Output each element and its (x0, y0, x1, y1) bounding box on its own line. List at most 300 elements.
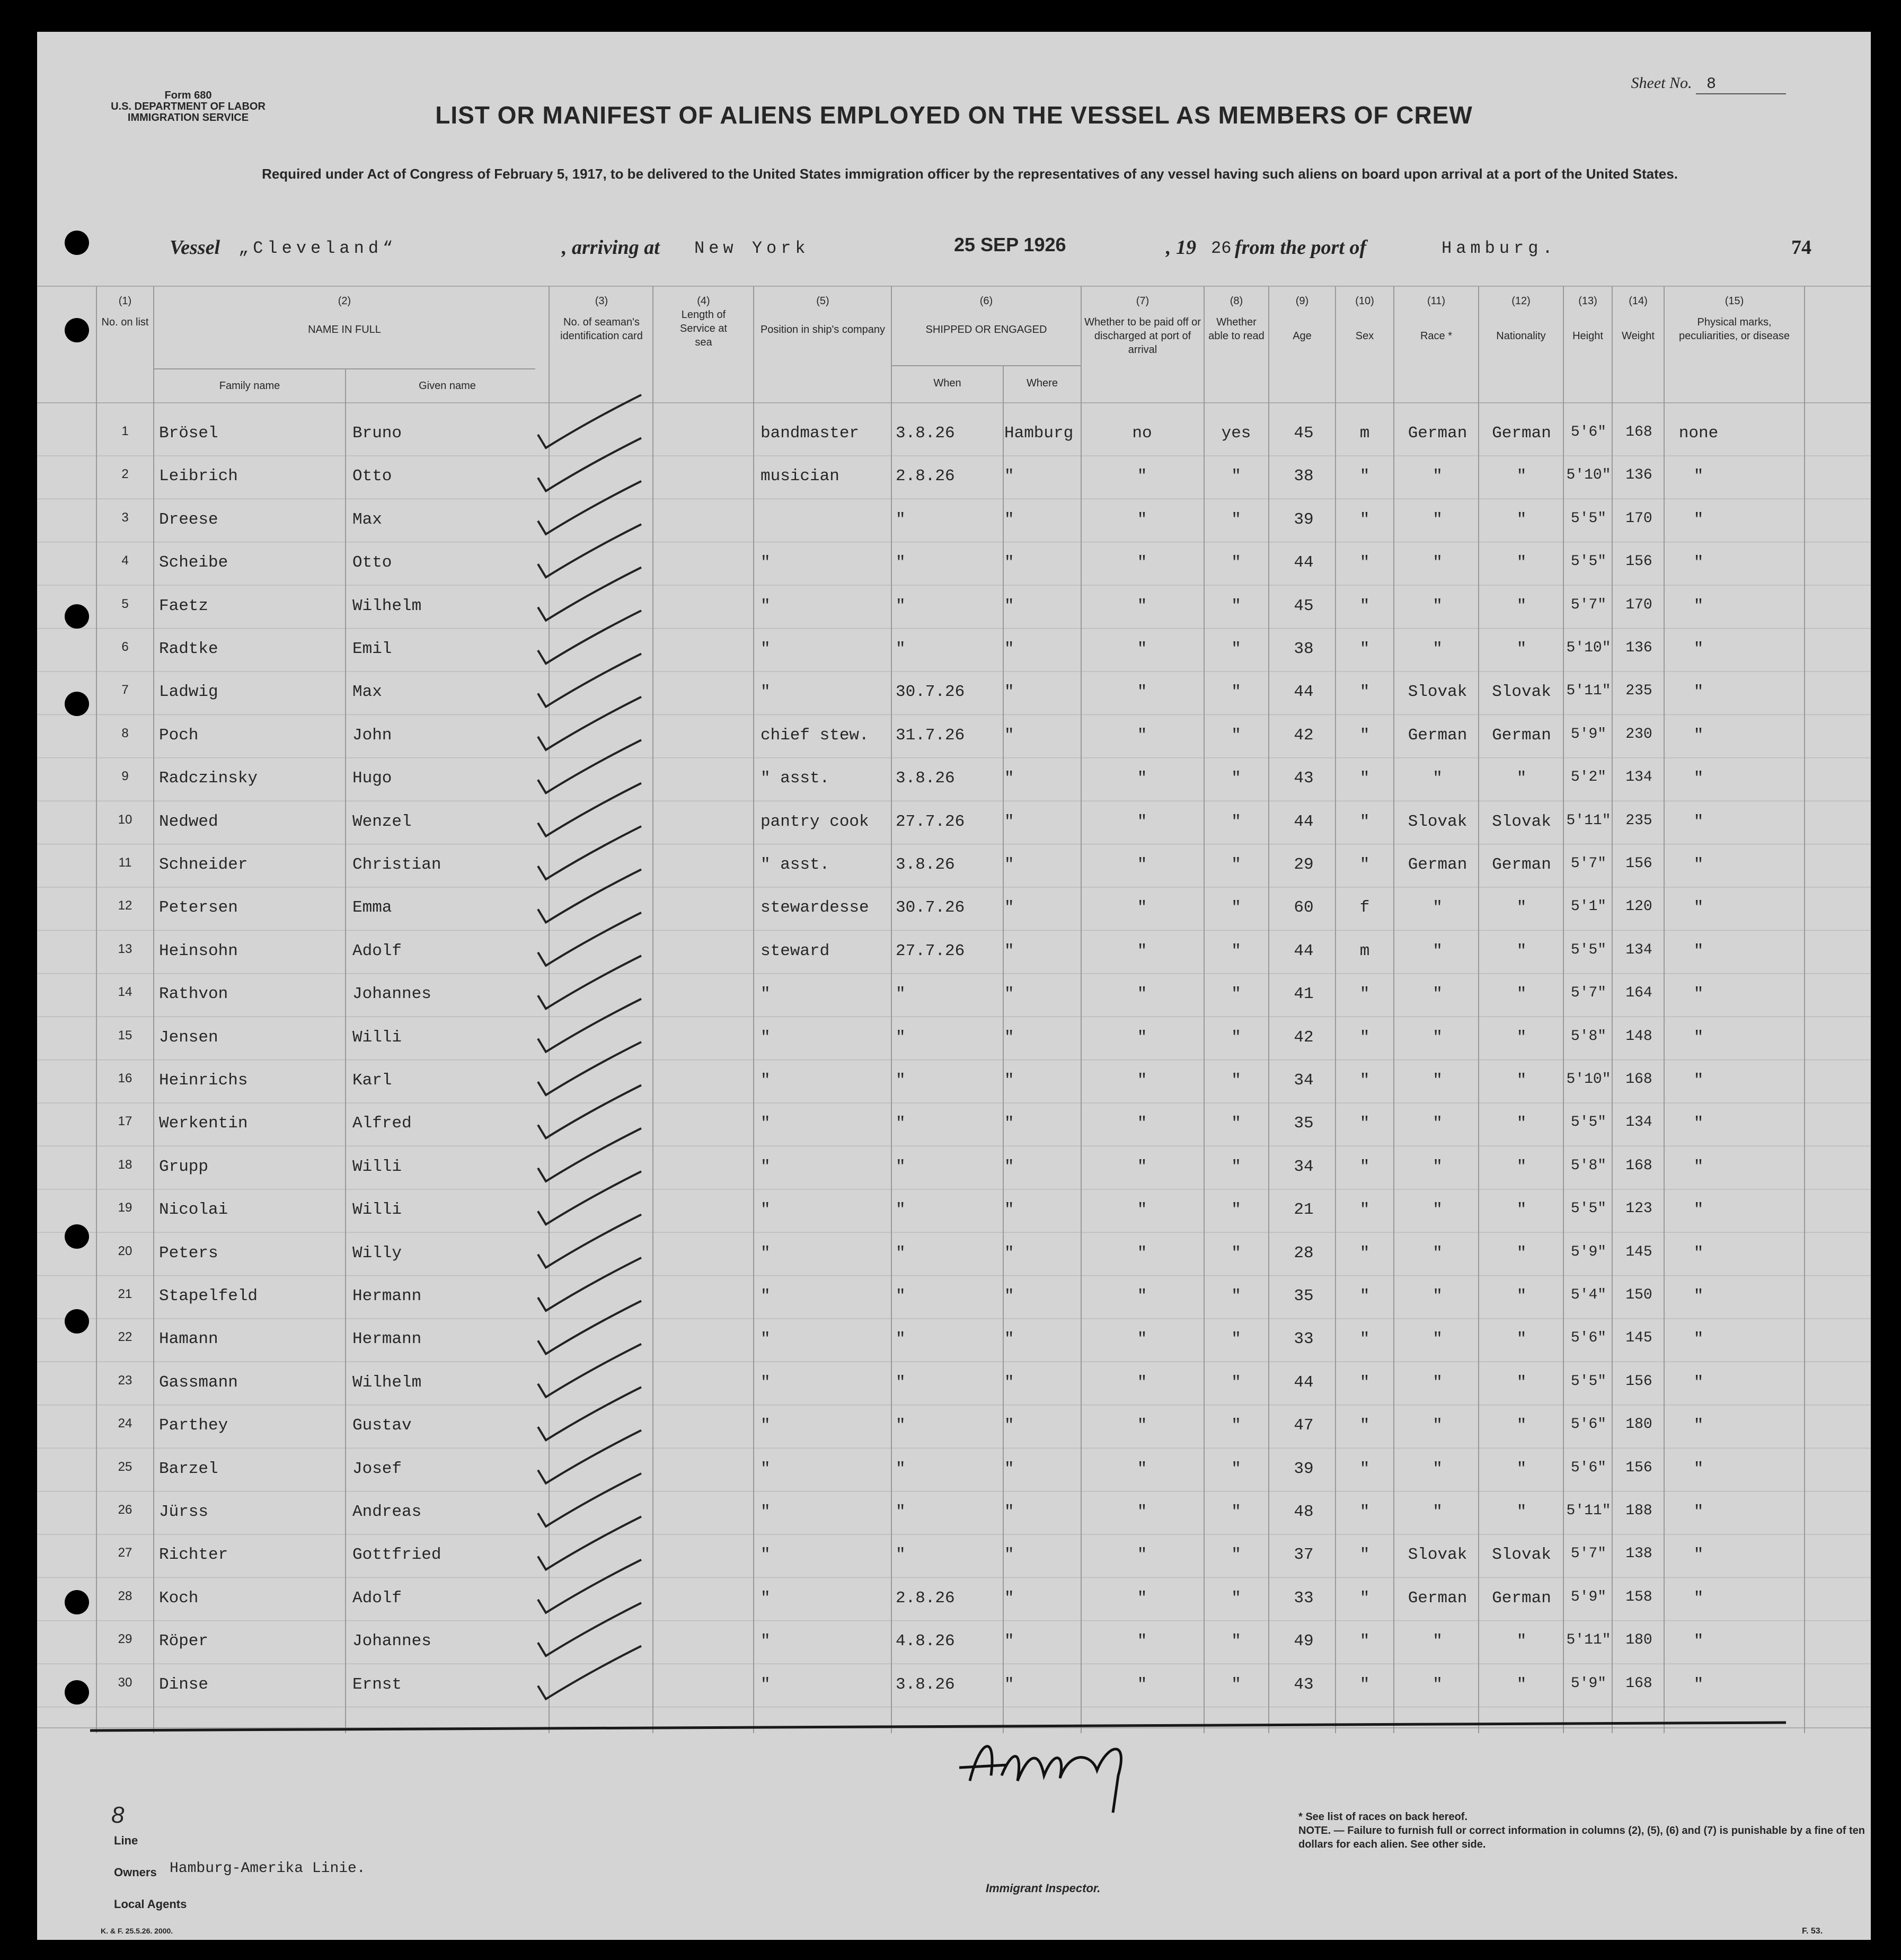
cell-height: 5'11" (1566, 812, 1611, 829)
cell-race: " (1433, 1503, 1443, 1521)
cell-position: " (761, 985, 771, 1004)
cell-race: German (1408, 424, 1467, 443)
cell-age: 42 (1294, 1028, 1314, 1047)
cell-height: 5'10" (1566, 640, 1611, 656)
cell-weight: 134 (1625, 769, 1652, 786)
cell-sex: " (1359, 1114, 1370, 1133)
cell-marks: " (1693, 510, 1704, 529)
binding-hole (65, 318, 89, 342)
cell-given: Willi (352, 1157, 402, 1176)
cell-no: 11 (118, 855, 132, 870)
cell-family: Jensen (159, 1028, 218, 1047)
cell-sex: " (1359, 769, 1370, 788)
cell-family: Barzel (159, 1459, 218, 1478)
cell-family: Jürss (159, 1503, 209, 1521)
cell-paid: " (1137, 640, 1147, 658)
cell-no: 4 (121, 553, 129, 568)
cell-given: Gustav (352, 1416, 412, 1435)
cell-race: " (1433, 1459, 1443, 1478)
cell-age: 43 (1294, 769, 1314, 788)
cell-sex: " (1359, 1287, 1370, 1305)
cell-nationality: " (1516, 769, 1527, 788)
binding-hole (65, 1224, 89, 1249)
cell-given: Otto (352, 553, 392, 572)
cell-read: " (1231, 726, 1241, 745)
cell-weight: 235 (1625, 812, 1652, 829)
col-header-9 (1269, 294, 1336, 343)
race-note: * See list of races on back hereof. (1298, 1811, 1468, 1823)
cell-read: " (1231, 898, 1241, 917)
col-label: No. of seaman's identification card (560, 316, 643, 342)
cell-where: " (1004, 1157, 1014, 1176)
cell-marks: " (1693, 1588, 1704, 1608)
cell-age: 38 (1294, 467, 1314, 486)
check-mark (538, 1128, 641, 1181)
binding-hole (65, 1309, 89, 1334)
col-header-8 (1207, 294, 1266, 343)
cell-marks: " (1693, 898, 1704, 917)
cell-weight: 180 (1625, 1632, 1652, 1649)
cell-paid: " (1137, 1157, 1147, 1176)
date-stamp: 25 SEP 1926 (954, 234, 1066, 255)
cell-weight: 170 (1625, 510, 1652, 527)
col-header-11 (1394, 294, 1479, 343)
print-code: K. & F. 25.5.26. 2000. (101, 1927, 173, 1935)
cell-when: 3.8.26 (896, 424, 955, 443)
cell-position: " (761, 1071, 771, 1090)
cell-no: 25 (118, 1459, 132, 1474)
cell-sex: " (1359, 1071, 1370, 1090)
cell-nationality: " (1516, 510, 1527, 529)
cell-age: 49 (1294, 1632, 1314, 1651)
cell-race: German (1408, 855, 1467, 874)
cell-race: Slovak (1408, 812, 1467, 831)
cell-nationality: " (1516, 1330, 1527, 1349)
cell-read: " (1231, 1546, 1241, 1565)
cell-family: Werkentin (159, 1114, 248, 1133)
cell-age: 41 (1294, 985, 1314, 1004)
cell-race: " (1433, 1330, 1443, 1349)
cell-read: " (1231, 1675, 1241, 1694)
cell-family: Rathvon (159, 985, 228, 1004)
cell-read: " (1231, 1157, 1241, 1176)
cell-height: 5'8" (1570, 1157, 1607, 1174)
cell-family: Petersen (159, 898, 238, 917)
cell-when: 3.8.26 (896, 1675, 955, 1694)
cell-no: 7 (121, 683, 129, 698)
cell-weight: 138 (1625, 1546, 1652, 1562)
penalty-note: NOTE. — Failure to furnish full or correct information in columns (2), (5), (6) and (7) is punishable by a fine of ten dollars for each alien. See other side. (1298, 1825, 1865, 1850)
cell-race: " (1433, 510, 1443, 529)
owners-value: Hamburg-Amerika Linie. (170, 1860, 366, 1877)
cell-paid: " (1137, 941, 1147, 960)
cell-nationality: Slovak (1492, 1546, 1551, 1565)
cell-age: 44 (1294, 812, 1314, 831)
cell-family: Koch (159, 1588, 199, 1608)
cell-read: " (1231, 855, 1241, 874)
cell-family: Dreese (159, 510, 218, 529)
cell-no: 30 (118, 1675, 132, 1690)
cell-age: 60 (1294, 898, 1314, 917)
cell-paid: " (1137, 1546, 1147, 1565)
cell-read: " (1231, 467, 1241, 486)
cell-read: " (1231, 1330, 1241, 1349)
cell-height: 5'8" (1570, 1028, 1607, 1045)
col-header-given: Given name (419, 380, 476, 392)
cell-where: Hamburg (1004, 424, 1074, 443)
cell-position: " (761, 1503, 771, 1521)
cell-paid: " (1137, 812, 1147, 831)
year-suffix: 26 (1211, 239, 1232, 258)
cell-family: Peters (159, 1243, 218, 1262)
cell-given: Adolf (352, 941, 402, 960)
cell-position: " (761, 640, 771, 658)
check-mark (538, 1301, 641, 1354)
cell-race: " (1433, 1675, 1443, 1694)
sheet-value: 8 (1696, 75, 1786, 94)
check-mark (538, 869, 641, 922)
cell-age: 44 (1294, 1373, 1314, 1392)
col-num: (14) (1629, 295, 1648, 307)
cell-paid: " (1137, 1588, 1147, 1608)
cell-given: Willi (352, 1028, 402, 1047)
cell-given: Alfred (352, 1114, 412, 1133)
cell-age: 29 (1294, 855, 1314, 874)
cell-when: 3.8.26 (896, 769, 955, 788)
cell-where: " (1004, 855, 1014, 874)
check-mark (538, 999, 641, 1052)
cell-where: " (1004, 1503, 1014, 1521)
cell-race: " (1433, 1114, 1443, 1133)
local-agents-label: Local Agents (114, 1897, 187, 1911)
cell-read: " (1231, 640, 1241, 658)
col-label: Whether able to read (1208, 316, 1265, 342)
check-mark (538, 697, 641, 750)
footer-notes (1298, 1810, 1881, 1851)
cell-family: Brösel (159, 424, 218, 443)
cell-weight: 134 (1625, 1114, 1652, 1131)
binding-hole (65, 604, 89, 629)
cell-given: Emma (352, 898, 392, 917)
cell-where: " (1004, 898, 1014, 917)
cell-where: " (1004, 1071, 1014, 1090)
check-mark (538, 568, 641, 621)
cell-read: " (1231, 510, 1241, 529)
binding-hole (65, 692, 89, 716)
cell-race: " (1433, 1157, 1443, 1176)
col-label: Physical marks, peculiarities, or disease (1679, 316, 1790, 342)
cell-when: 30.7.26 (896, 898, 965, 917)
col-num: (2) (338, 295, 351, 307)
check-mark (538, 1215, 641, 1268)
cell-race: " (1433, 553, 1443, 572)
cell-age: 21 (1294, 1200, 1314, 1220)
year-prefix: , 19 (1166, 236, 1196, 259)
cell-given: Hermann (352, 1330, 422, 1349)
cell-weight: 156 (1625, 1459, 1652, 1476)
col-num: (7) (1136, 295, 1150, 307)
cell-sex: " (1359, 1243, 1370, 1262)
col-header-2 (154, 294, 535, 337)
cell-position: " (761, 1588, 771, 1608)
cell-marks: " (1693, 1243, 1704, 1262)
cell-position: " (761, 683, 771, 702)
cell-when: 2.8.26 (896, 467, 955, 486)
cell-read: " (1231, 1287, 1241, 1305)
departure-port: Hamburg. (1442, 239, 1557, 258)
cell-nationality: " (1516, 1675, 1527, 1694)
col-num: (15) (1725, 295, 1744, 307)
sheet-label: Sheet No. (1631, 74, 1692, 92)
col-label: NAME IN FULL (308, 324, 381, 336)
cell-no: 22 (118, 1330, 132, 1345)
col-num: (6) (979, 295, 993, 307)
binding-hole (65, 1680, 89, 1705)
cell-nationality: German (1492, 855, 1551, 874)
cell-marks: " (1693, 1503, 1704, 1521)
cell-position: stewardesse (761, 898, 869, 917)
cell-read: yes (1221, 424, 1251, 443)
cell-marks: " (1693, 1287, 1704, 1305)
arriving-label: , arriving at (562, 236, 660, 259)
cell-sex: " (1359, 1330, 1370, 1349)
col-header-7 (1084, 294, 1201, 357)
cell-weight: 150 (1625, 1287, 1652, 1303)
cell-nationality: " (1516, 941, 1527, 960)
cell-position: " (761, 1675, 771, 1694)
cell-marks: " (1693, 467, 1704, 486)
cell-height: 5'9" (1570, 1243, 1607, 1260)
cell-read: " (1231, 596, 1241, 615)
cell-height: 5'7" (1570, 985, 1607, 1002)
check-mark (538, 1603, 641, 1656)
cell-height: 5'7" (1570, 855, 1607, 872)
cell-race: " (1433, 1373, 1443, 1392)
cell-weight: 156 (1625, 553, 1652, 570)
cell-weight: 136 (1625, 467, 1652, 484)
cell-sex: " (1359, 553, 1370, 572)
check-mark (538, 1431, 641, 1484)
cell-where: " (1004, 510, 1014, 529)
cell-marks: " (1693, 1373, 1704, 1392)
cell-marks: " (1693, 1416, 1704, 1435)
cell-paid: " (1137, 769, 1147, 788)
cell-nationality: " (1516, 1114, 1527, 1133)
col-header-1 (96, 294, 154, 329)
cell-sex: " (1359, 1588, 1370, 1608)
cell-position: " (761, 1243, 771, 1262)
col-num: (10) (1355, 295, 1374, 307)
cell-when: " (896, 1459, 906, 1478)
cell-read: " (1231, 1503, 1241, 1521)
cell-marks: " (1693, 1071, 1704, 1090)
col-num: (5) (816, 295, 829, 307)
cell-age: 38 (1294, 640, 1314, 658)
cell-family: Grupp (159, 1157, 209, 1176)
col-header-10 (1336, 294, 1394, 343)
cell-race: " (1433, 1071, 1443, 1090)
cell-age: 44 (1294, 941, 1314, 960)
cell-paid: " (1137, 726, 1147, 745)
cell-weight: 170 (1625, 596, 1652, 613)
cell-marks: " (1693, 1157, 1704, 1176)
cell-race: " (1433, 985, 1443, 1004)
cell-height: 5'5" (1570, 1373, 1607, 1390)
cell-weight: 148 (1625, 1028, 1652, 1045)
cell-when: 4.8.26 (896, 1632, 955, 1651)
cell-given: Johannes (352, 1632, 431, 1651)
cell-family: Poch (159, 726, 199, 745)
cell-nationality: " (1516, 640, 1527, 658)
cell-age: 28 (1294, 1243, 1314, 1262)
cell-height: 5'5" (1570, 510, 1607, 527)
cell-race: " (1433, 596, 1443, 615)
cell-age: 34 (1294, 1071, 1314, 1090)
cell-when: 30.7.26 (896, 683, 965, 702)
cell-position: musician (761, 467, 839, 486)
cell-position: " (761, 1287, 771, 1305)
cell-nationality: " (1516, 1503, 1527, 1521)
cell-when: " (896, 553, 906, 572)
check-mark (538, 913, 641, 966)
cell-when: " (896, 1330, 906, 1349)
check-mark (538, 1516, 641, 1569)
cell-family: Heinrichs (159, 1071, 248, 1090)
cell-position: " asst. (761, 769, 830, 788)
check-mark (538, 1646, 641, 1699)
arrival-port: New York (694, 239, 810, 258)
cell-read: " (1231, 1243, 1241, 1262)
cell-height: 5'5" (1570, 1114, 1607, 1131)
cell-nationality: " (1516, 467, 1527, 486)
cell-family: Faetz (159, 596, 209, 615)
page-title: LIST OR MANIFEST OF ALIENS EMPLOYED ON THE VESSEL AS MEMBERS OF CREW (435, 101, 1473, 129)
cell-age: 44 (1294, 553, 1314, 572)
cell-sex: " (1359, 640, 1370, 658)
cell-sex: " (1359, 726, 1370, 745)
cell-where: " (1004, 1114, 1014, 1133)
cell-where: " (1004, 769, 1014, 788)
cell-when: " (896, 1200, 906, 1220)
cell-no: 1 (121, 424, 129, 438)
cell-where: " (1004, 1546, 1014, 1565)
cell-where: " (1004, 1675, 1014, 1694)
check-mark (538, 1042, 641, 1095)
cell-family: Schneider (159, 855, 248, 874)
check-mark (538, 1560, 641, 1613)
cell-height: 5'10" (1566, 1071, 1611, 1088)
cell-position: " (761, 1157, 771, 1176)
cell-marks: " (1693, 1459, 1704, 1478)
check-mark (538, 481, 641, 534)
cell-paid: " (1137, 1675, 1147, 1694)
cell-read: " (1231, 683, 1241, 702)
col-label: Age (1293, 330, 1312, 342)
cell-given: Karl (352, 1071, 392, 1090)
col-header-when: When (933, 377, 961, 389)
cell-position: " (761, 1632, 771, 1651)
cell-position: " (761, 553, 771, 572)
cell-where: " (1004, 1200, 1014, 1220)
manifest-page (37, 32, 1871, 1940)
cell-race: " (1433, 941, 1443, 960)
col-label: Nationality (1496, 330, 1546, 342)
cell-read: " (1231, 553, 1241, 572)
cell-marks: " (1693, 553, 1704, 572)
col-num: (1) (118, 295, 132, 307)
cell-family: Radtke (159, 640, 218, 658)
cell-when: " (896, 640, 906, 658)
binding-hole (65, 231, 89, 255)
check-mark (538, 1258, 641, 1311)
check-mark (538, 956, 641, 1009)
cell-given: Willy (352, 1243, 402, 1262)
cell-no: 28 (118, 1588, 132, 1603)
cell-height: 5'6" (1570, 1459, 1607, 1476)
cell-marks: " (1693, 726, 1704, 745)
cell-no: 8 (121, 726, 129, 740)
cell-weight: 156 (1625, 855, 1652, 872)
cell-position: " (761, 1459, 771, 1478)
cell-when: 3.8.26 (896, 855, 955, 874)
cell-nationality: " (1516, 1459, 1527, 1478)
cell-paid: " (1137, 510, 1147, 529)
check-mark (538, 611, 641, 664)
col-num: (8) (1230, 295, 1243, 307)
cell-nationality: " (1516, 1157, 1527, 1176)
department-name: U.S. DEPARTMENT OF LABOR (111, 101, 266, 112)
check-mark (538, 438, 641, 491)
cell-no: 9 (121, 769, 129, 784)
binding-hole (65, 1590, 89, 1614)
cell-sex: " (1359, 1416, 1370, 1435)
cell-nationality: " (1516, 1243, 1527, 1262)
cell-age: 33 (1294, 1330, 1314, 1349)
cell-position: pantry cook (761, 812, 869, 831)
col-label: SHIPPED OR ENGAGED (925, 324, 1047, 336)
form-number: Form 680 (164, 90, 212, 101)
cell-weight: 120 (1625, 898, 1652, 915)
cell-sex: " (1359, 1546, 1370, 1565)
cell-read: " (1231, 1200, 1241, 1220)
cell-height: 5'9" (1570, 1675, 1607, 1692)
cell-no: 6 (121, 640, 129, 654)
cell-height: 5'7" (1570, 1546, 1607, 1562)
cell-sex: " (1359, 683, 1370, 702)
col-header-family: Family name (219, 380, 280, 392)
cell-race: " (1433, 467, 1443, 486)
cell-nationality: " (1516, 898, 1527, 917)
cell-paid: " (1137, 1459, 1147, 1478)
cell-paid: " (1137, 898, 1147, 917)
cell-age: 33 (1294, 1588, 1314, 1608)
cell-position: " (761, 1546, 771, 1565)
cell-when: 27.7.26 (896, 941, 965, 960)
cell-height: 5'5" (1570, 553, 1607, 570)
col-num: (4) (697, 295, 710, 307)
cell-when: " (896, 1157, 906, 1176)
cell-age: 47 (1294, 1416, 1314, 1435)
cell-height: 5'9" (1570, 1588, 1607, 1605)
cell-weight: 136 (1625, 640, 1652, 656)
cell-sex: " (1359, 1459, 1370, 1478)
cell-sex: " (1359, 467, 1370, 486)
cell-family: Ladwig (159, 683, 218, 702)
cell-marks: " (1693, 812, 1704, 831)
cell-where: " (1004, 1330, 1014, 1349)
cell-read: " (1231, 1028, 1241, 1047)
cell-position: " (761, 1373, 771, 1392)
